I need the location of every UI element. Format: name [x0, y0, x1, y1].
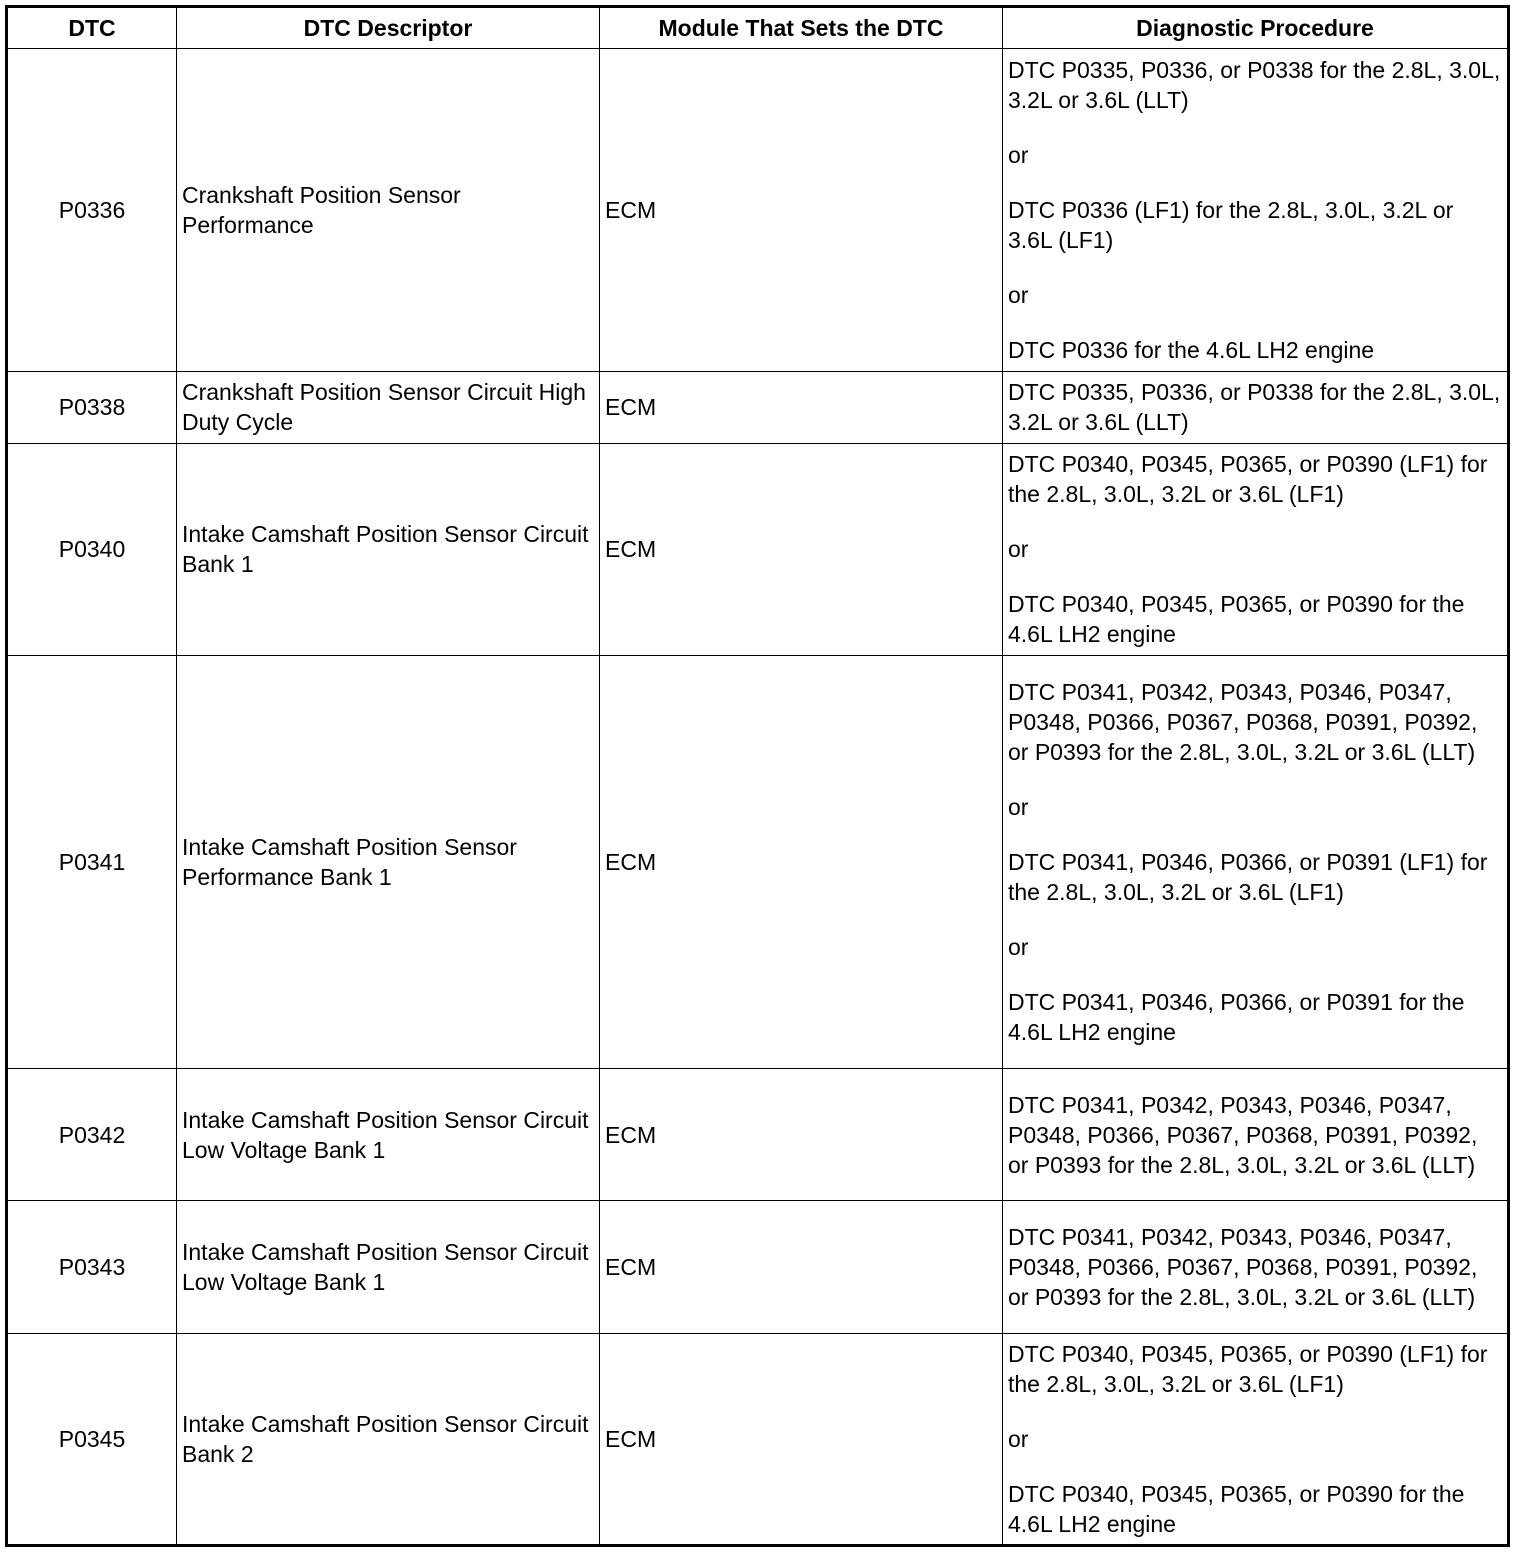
procedure-or-separator: or: [1008, 794, 1029, 821]
dtc-code-cell: P0338: [7, 371, 177, 443]
module-cell: ECM: [600, 1333, 1003, 1545]
dtc-code-cell: P0343: [7, 1201, 177, 1333]
dtc-descriptor-cell: Intake Camshaft Position Sensor Performance Bank 1: [177, 656, 600, 1069]
procedure-link-text: DTC P0341, P0346, P0366, or P0391 for the 4.6L LH2 engine: [1008, 989, 1465, 1046]
table-row: [7, 49, 1509, 372]
dtc-descriptor-cell: Intake Camshaft Position Sensor Circuit Low Voltage Bank 1: [177, 1201, 600, 1333]
diagnostic-procedure-cell: [1003, 1069, 1509, 1201]
module-cell: ECM: [600, 656, 1003, 1069]
dtc-code-cell: P0345: [7, 1333, 177, 1545]
diagnostic-procedure-cell: [1003, 443, 1509, 655]
procedure-link-text: DTC P0340, P0345, P0365, or P0390 (LF1) for the 2.8L, 3.0L, 3.2L or 3.6L (LF1): [1008, 1340, 1488, 1397]
procedure-or-separator: or: [1008, 536, 1029, 563]
procedure-link-text: DTC P0341, P0342, P0343, P0346, P0347, P0348, P0366, P0367, P0368, P0391, P0392, or P0393 for the 2.8L, 3.0L, 3.2L or 3.6L (LLT): [1008, 1091, 1478, 1178]
procedure-or-separator: or: [1008, 141, 1029, 168]
table-row: [7, 443, 1509, 655]
table-row: [7, 656, 1509, 1069]
diagnostic-procedure-cell: [1003, 1201, 1509, 1333]
dtc-descriptor-cell: Crankshaft Position Sensor Circuit High Duty Cycle: [177, 371, 600, 443]
table-row: [7, 1201, 1509, 1333]
table-body: [7, 49, 1509, 1546]
header-diagnostic-procedure: Diagnostic Procedure: [1003, 7, 1509, 49]
procedure-link-text: DTC P0340, P0345, P0365, or P0390 for the 4.6L LH2 engine: [1008, 1480, 1465, 1537]
table-row: [7, 371, 1509, 443]
dtc-descriptor-cell: Intake Camshaft Position Sensor Circuit Low Voltage Bank 1: [177, 1069, 600, 1201]
table-row: [7, 1069, 1509, 1201]
procedure-link-text: DTC P0336 for the 4.6L LH2 engine: [1008, 336, 1375, 363]
diagnostic-procedure-cell: [1003, 371, 1509, 443]
procedure-link-text: DTC P0340, P0345, P0365, or P0390 for the 4.6L LH2 engine: [1008, 591, 1465, 648]
diagnostic-procedure-cell: [1003, 1333, 1509, 1545]
header-dtc: DTC: [7, 7, 177, 49]
procedure-link-text: DTC P0341, P0346, P0366, or P0391 (LF1) for the 2.8L, 3.0L, 3.2L or 3.6L (LF1): [1008, 849, 1488, 906]
procedure-link-text: DTC P0335, P0336, or P0338 for the 2.8L, 3.0L, 3.2L or 3.6L (LLT): [1008, 379, 1501, 436]
dtc-table: [5, 5, 1510, 1547]
procedure-link-text: DTC P0336 (LF1) for the 2.8L, 3.0L, 3.2L or 3.6L (LF1): [1008, 196, 1454, 253]
dtc-code-cell: P0340: [7, 443, 177, 655]
table-header-row: [7, 7, 1509, 49]
procedure-link-text: DTC P0340, P0345, P0365, or P0390 (LF1) for the 2.8L, 3.0L, 3.2L or 3.6L (LF1): [1008, 451, 1488, 508]
procedure-or-separator: or: [1008, 934, 1029, 961]
dtc-descriptor-cell: Intake Camshaft Position Sensor Circuit Bank 2: [177, 1333, 600, 1545]
dtc-code-cell: P0341: [7, 656, 177, 1069]
dtc-descriptor-cell: Intake Camshaft Position Sensor Circuit Bank 1: [177, 443, 600, 655]
header-dtc-descriptor: DTC Descriptor: [177, 7, 600, 49]
module-cell: ECM: [600, 371, 1003, 443]
header-module: Module That Sets the DTC: [600, 7, 1003, 49]
procedure-or-separator: or: [1008, 1425, 1029, 1452]
module-cell: ECM: [600, 49, 1003, 372]
procedure-or-separator: or: [1008, 281, 1029, 308]
module-cell: ECM: [600, 1069, 1003, 1201]
diagnostic-procedure-cell: [1003, 49, 1509, 372]
module-cell: ECM: [600, 1201, 1003, 1333]
table-row: [7, 1333, 1509, 1545]
diagnostic-procedure-cell: [1003, 656, 1509, 1069]
procedure-link-text: DTC P0335, P0336, or P0338 for the 2.8L, 3.0L, 3.2L or 3.6L (LLT): [1008, 56, 1501, 113]
dtc-code-cell: P0342: [7, 1069, 177, 1201]
module-cell: ECM: [600, 443, 1003, 655]
dtc-descriptor-cell: Crankshaft Position Sensor Performance: [177, 49, 600, 372]
dtc-code-cell: P0336: [7, 49, 177, 372]
procedure-link-text: DTC P0341, P0342, P0343, P0346, P0347, P0348, P0366, P0367, P0368, P0391, P0392, or P0393 for the 2.8L, 3.0L, 3.2L or 3.6L (LLT): [1008, 1223, 1478, 1310]
procedure-link-text: DTC P0341, P0342, P0343, P0346, P0347, P0348, P0366, P0367, P0368, P0391, P0392, or P0393 for the 2.8L, 3.0L, 3.2L or 3.6L (LLT): [1008, 679, 1478, 766]
